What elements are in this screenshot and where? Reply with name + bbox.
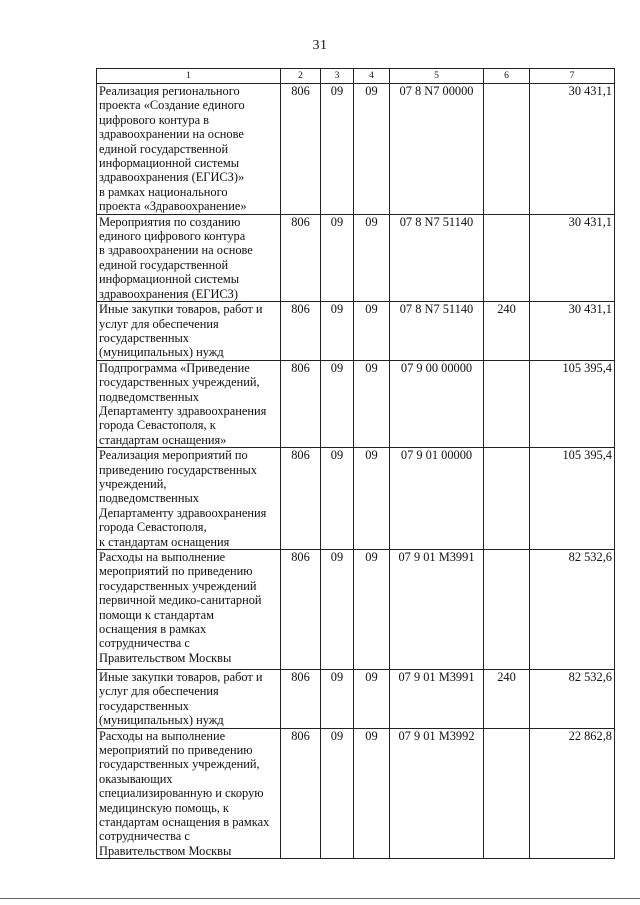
- table-body: [97, 84, 615, 859]
- header-row: [97, 69, 615, 84]
- row-expense-type-code: 240: [484, 302, 530, 361]
- row-subsection-code: 09: [354, 84, 390, 215]
- page-bottom-rule: [0, 898, 640, 899]
- row-amount: 30 431,1: [530, 214, 615, 301]
- row-name: Мероприятия по созданию единого цифрового контура в здравоохранении на основе единой государственной информационной системы здравоохранения (ЕГИСЗ): [97, 214, 281, 301]
- column-header: 1: [97, 69, 281, 84]
- row-target-item-code: 07 9 00 00000: [390, 360, 484, 447]
- row-section-code: 09: [321, 448, 354, 550]
- table-header: [97, 69, 615, 84]
- table-row: [97, 550, 615, 670]
- row-target-item-code: 07 8 N7 51140: [390, 302, 484, 361]
- row-amount: 30 431,1: [530, 302, 615, 361]
- row-section-code: 09: [321, 360, 354, 447]
- row-ministry-code: 806: [281, 360, 321, 447]
- row-section-code: 09: [321, 302, 354, 361]
- row-name: Реализация регионального проекта «Создание единого цифрового контура в здравоохранении на основе единой государственной информационной системы здравоохранения (ЕГИСЗ)» в рамках национального проекта «Здравоохранение»: [97, 84, 281, 215]
- table-row: [97, 670, 615, 729]
- row-expense-type-code: [484, 360, 530, 447]
- row-target-item-code: 07 8 N7 00000: [390, 84, 484, 215]
- row-subsection-code: 09: [354, 302, 390, 361]
- table-row: [97, 214, 615, 301]
- row-ministry-code: 806: [281, 214, 321, 301]
- row-subsection-code: 09: [354, 670, 390, 729]
- column-header: 7: [530, 69, 615, 84]
- column-header: 4: [354, 69, 390, 84]
- row-ministry-code: 806: [281, 550, 321, 670]
- row-subsection-code: 09: [354, 448, 390, 550]
- row-target-item-code: 07 8 N7 51140: [390, 214, 484, 301]
- row-name: Реализация мероприятий по приведению государственных учреждений, подведомственных Департаменту здравоохранения города Севастополя, к стандартам оснащения: [97, 448, 281, 550]
- page-number: 31: [312, 38, 328, 53]
- table-row: [97, 302, 615, 361]
- row-section-code: 09: [321, 214, 354, 301]
- row-amount: 82 532,6: [530, 670, 615, 729]
- row-target-item-code: 07 9 01 M3991: [390, 670, 484, 729]
- row-amount: 22 862,8: [530, 728, 615, 859]
- row-ministry-code: 806: [281, 84, 321, 215]
- row-subsection-code: 09: [354, 214, 390, 301]
- row-section-code: 09: [321, 728, 354, 859]
- row-amount: 30 431,1: [530, 84, 615, 215]
- table-row: [97, 728, 615, 859]
- row-expense-type-code: 240: [484, 670, 530, 729]
- row-target-item-code: 07 9 01 M3992: [390, 728, 484, 859]
- row-expense-type-code: [484, 728, 530, 859]
- row-subsection-code: 09: [354, 360, 390, 447]
- budget-table: [96, 68, 615, 859]
- column-header: 5: [390, 69, 484, 84]
- row-name: Расходы на выполнение мероприятий по приведению государственных учреждений, оказывающих специализированную и скорую медицинскую помощь, к стандартам оснащения в рамках сотрудничества с Правительством Москвы: [97, 728, 281, 859]
- row-amount: 82 532,6: [530, 550, 615, 670]
- table-row: [97, 360, 615, 447]
- row-ministry-code: 806: [281, 448, 321, 550]
- row-amount: 105 395,4: [530, 448, 615, 550]
- row-expense-type-code: [484, 550, 530, 670]
- column-header: 3: [321, 69, 354, 84]
- row-ministry-code: 806: [281, 728, 321, 859]
- column-header: 6: [484, 69, 530, 84]
- row-section-code: 09: [321, 670, 354, 729]
- row-name: Расходы на выполнение мероприятий по приведению государственных учреждений первичной медико-санитарной помощи к стандартам оснащения в рамках сотрудничества с Правительством Москвы: [97, 550, 281, 670]
- row-name: Иные закупки товаров, работ и услуг для обеспечения государственных (муниципальных) нужд: [97, 670, 281, 729]
- row-section-code: 09: [321, 84, 354, 215]
- row-section-code: 09: [321, 550, 354, 670]
- column-header: 2: [281, 69, 321, 84]
- row-subsection-code: 09: [354, 550, 390, 670]
- row-expense-type-code: [484, 448, 530, 550]
- row-subsection-code: 09: [354, 728, 390, 859]
- row-name: Подпрограмма «Приведение государственных учреждений, подведомственных Департаменту здравоохранения города Севастополя, к стандартам оснащения»: [97, 360, 281, 447]
- row-target-item-code: 07 9 01 M3991: [390, 550, 484, 670]
- row-amount: 105 395,4: [530, 360, 615, 447]
- table-row: [97, 448, 615, 550]
- row-name: Иные закупки товаров, работ и услуг для обеспечения государственных (муниципальных) нужд: [97, 302, 281, 361]
- row-expense-type-code: [484, 214, 530, 301]
- row-ministry-code: 806: [281, 302, 321, 361]
- row-expense-type-code: [484, 84, 530, 215]
- row-target-item-code: 07 9 01 00000: [390, 448, 484, 550]
- table-row: [97, 84, 615, 215]
- row-ministry-code: 806: [281, 670, 321, 729]
